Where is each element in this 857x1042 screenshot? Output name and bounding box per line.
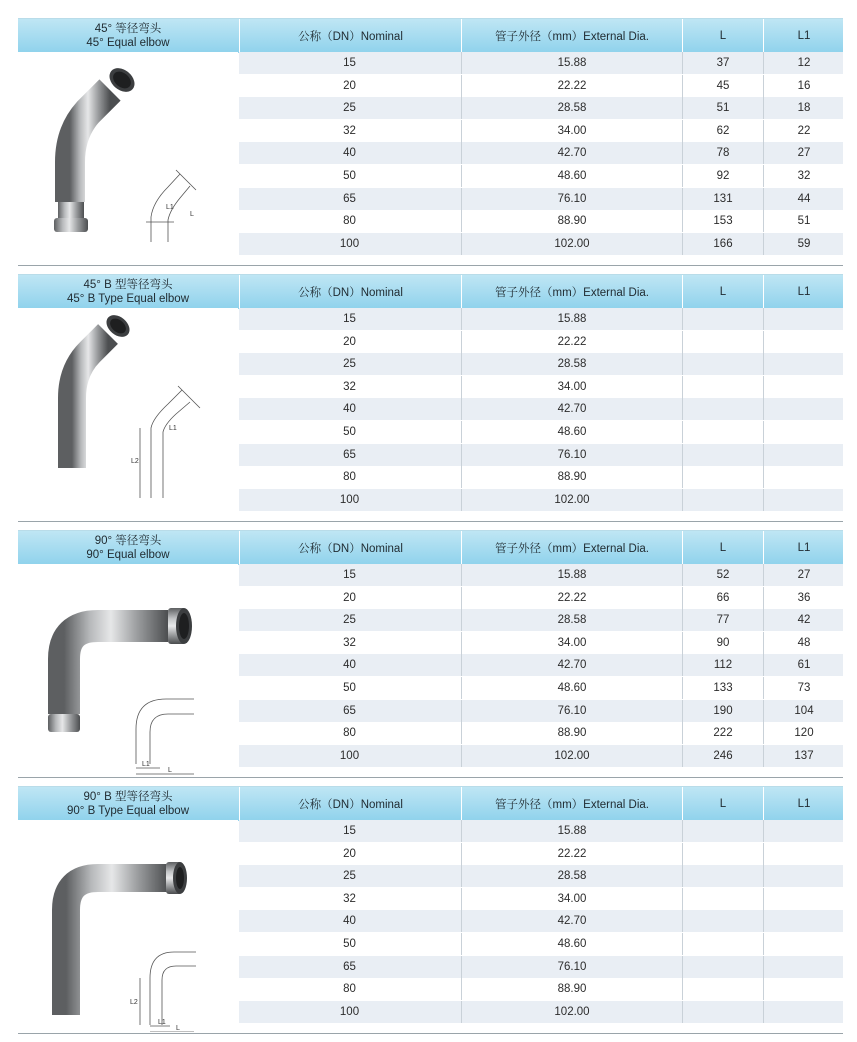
- cell-l1: 44: [763, 188, 844, 210]
- column-header-external-dia: 管子外径（mm）External Dia.: [461, 787, 682, 821]
- cell-l1: [763, 1001, 844, 1023]
- cell-l1: 59: [763, 233, 844, 255]
- elbow-photo: [66, 862, 187, 1015]
- dimension-label-l: L: [176, 1025, 180, 1032]
- cell-l1: 48: [763, 632, 844, 654]
- cell-l1: [763, 888, 844, 910]
- cell-nominal: 50: [343, 170, 356, 182]
- cell-l1: [763, 843, 844, 865]
- cell-l: 112: [682, 654, 763, 676]
- cell-l1: 16: [763, 75, 844, 97]
- cell-l1: [763, 308, 844, 330]
- cell-nominal: 100: [339, 1005, 360, 1018]
- column-header-l1: L1: [763, 531, 844, 565]
- cell-external-dia: 88.90: [461, 210, 682, 232]
- cell-l: [682, 820, 763, 842]
- cell-external-dia: 48.60: [461, 677, 682, 699]
- table-row: [239, 233, 843, 255]
- cell-l1: 32: [763, 165, 844, 187]
- cell-l1: [763, 398, 844, 420]
- cell-l: [682, 1001, 763, 1023]
- cell-nominal: 40: [343, 915, 356, 928]
- cell-external-dia: 15.88: [461, 52, 682, 74]
- cell-nominal: 15: [343, 569, 356, 581]
- cell-nominal: 25: [343, 358, 356, 371]
- cell-external-dia: 15.88: [461, 308, 682, 330]
- dimension-diagram: [140, 386, 200, 498]
- cell-external-dia: 34.00: [461, 120, 682, 142]
- cell-external-dia: 15.88: [461, 820, 682, 842]
- cell-l: [682, 353, 763, 375]
- cell-l1: 27: [763, 564, 844, 586]
- cell-nominal: 32: [343, 380, 356, 393]
- cell-l: [682, 421, 763, 443]
- cell-nominal: 65: [343, 704, 356, 717]
- cell-nominal: 20: [343, 79, 356, 92]
- cell-nominal: 15: [343, 825, 356, 837]
- cell-nominal: 80: [343, 471, 356, 484]
- cell-external-dia: 34.00: [461, 888, 682, 910]
- cell-l: [682, 398, 763, 420]
- cell-l1: [763, 489, 844, 511]
- cell-l1: [763, 820, 844, 842]
- cell-l: [682, 489, 763, 511]
- column-header-nominal: 公称（DN）Nominal: [239, 531, 461, 565]
- fitting-title-en: 45° Equal elbow: [86, 37, 170, 49]
- cell-nominal: 40: [343, 403, 356, 416]
- cell-l: 90: [682, 632, 763, 654]
- cell-l: [682, 910, 763, 932]
- fitting-title: [18, 787, 238, 821]
- table-header: [18, 530, 843, 565]
- cell-external-dia: 76.10: [461, 444, 682, 466]
- table-row: [239, 956, 843, 978]
- cell-l1: [763, 331, 844, 353]
- table-row: [239, 587, 843, 609]
- elbow-photo: [54, 63, 139, 232]
- cell-external-dia: 22.22: [461, 331, 682, 353]
- cell-l1: 27: [763, 142, 844, 164]
- cell-l1: 18: [763, 97, 844, 119]
- column-header-l: L: [682, 275, 763, 309]
- table-row: [239, 210, 843, 232]
- table-header: [18, 274, 843, 309]
- cell-external-dia: 28.58: [461, 97, 682, 119]
- column-header-nominal: 公称（DN）Nominal: [239, 275, 461, 309]
- cell-l: 78: [682, 142, 763, 164]
- cell-external-dia: 28.58: [461, 609, 682, 631]
- cell-external-dia: 76.10: [461, 700, 682, 722]
- fitting-section-2: [18, 274, 843, 522]
- cell-external-dia: 102.00: [461, 745, 682, 767]
- table-row: [239, 376, 843, 398]
- cell-external-dia: 22.22: [461, 843, 682, 865]
- table-row: [239, 120, 843, 142]
- cell-l: [682, 444, 763, 466]
- table-row: [239, 677, 843, 699]
- table-row: [239, 398, 843, 420]
- cell-l1: [763, 865, 844, 887]
- cell-external-dia: 28.58: [461, 865, 682, 887]
- table-row: [239, 910, 843, 932]
- cell-nominal: 32: [343, 892, 356, 905]
- fitting-section-1: [18, 18, 843, 266]
- cell-nominal: 20: [343, 335, 356, 348]
- cell-nominal: 100: [339, 237, 360, 250]
- cell-external-dia: 22.22: [461, 587, 682, 609]
- cell-l: 222: [682, 722, 763, 744]
- cell-l1: 22: [763, 120, 844, 142]
- table-row: [239, 421, 843, 443]
- table-header: [18, 786, 843, 821]
- cell-nominal: 25: [343, 102, 356, 115]
- cell-external-dia: 42.70: [461, 910, 682, 932]
- cell-nominal: 40: [343, 659, 356, 672]
- cell-l: [682, 308, 763, 330]
- column-header-external-dia: 管子外径（mm）External Dia.: [461, 275, 682, 309]
- column-header-l1: L1: [763, 787, 844, 821]
- fitting-title: [18, 275, 238, 309]
- cell-nominal: 50: [343, 426, 356, 438]
- table-row: [239, 142, 843, 164]
- cell-l: 92: [682, 165, 763, 187]
- table-row: [239, 632, 843, 654]
- cell-external-dia: 88.90: [461, 466, 682, 488]
- table-row: [239, 466, 843, 488]
- cell-nominal: 65: [343, 960, 356, 973]
- cell-l: [682, 865, 763, 887]
- cell-nominal: 50: [343, 938, 356, 950]
- cell-l1: [763, 444, 844, 466]
- dimension-label-l1: L1: [169, 425, 177, 432]
- cell-l: 66: [682, 587, 763, 609]
- cell-nominal: 32: [343, 636, 356, 649]
- cell-l1: 120: [763, 722, 844, 744]
- cell-l1: [763, 466, 844, 488]
- cell-nominal: 15: [343, 57, 356, 69]
- column-header-external-dia: 管子外径（mm）External Dia.: [461, 19, 682, 53]
- cell-nominal: 50: [343, 682, 356, 694]
- cell-external-dia: 76.10: [461, 188, 682, 210]
- cell-l: 51: [682, 97, 763, 119]
- cell-nominal: 20: [343, 591, 356, 604]
- dimension-label-l: L: [168, 767, 172, 774]
- cell-external-dia: 88.90: [461, 722, 682, 744]
- cell-l: 133: [682, 677, 763, 699]
- cell-l1: 12: [763, 52, 844, 74]
- cell-external-dia: 88.90: [461, 978, 682, 1000]
- cell-nominal: 32: [343, 124, 356, 137]
- dimension-label-l1: L1: [142, 761, 150, 768]
- cell-l: 52: [682, 564, 763, 586]
- cell-l: [682, 376, 763, 398]
- column-header-nominal: 公称（DN）Nominal: [239, 19, 461, 53]
- fitting-title-cn: 45° 等径弯头: [94, 23, 162, 35]
- cell-l: 131: [682, 188, 763, 210]
- cell-l1: 51: [763, 210, 844, 232]
- fitting-section-3: [18, 530, 843, 778]
- cell-l: [682, 956, 763, 978]
- column-header-external-dia: 管子外径（mm）External Dia.: [461, 531, 682, 565]
- table-row: [239, 52, 843, 74]
- fitting-title-cn: 45° B 型等径弯头: [83, 279, 173, 291]
- cell-l: 190: [682, 700, 763, 722]
- fitting-title-en: 90° B Type Equal elbow: [66, 805, 190, 817]
- fitting-title: [18, 19, 238, 53]
- table-row: [239, 97, 843, 119]
- elbow-photo: [72, 311, 134, 468]
- elbow-photo: [48, 608, 192, 732]
- cell-nominal: 15: [343, 313, 356, 325]
- cell-external-dia: 102.00: [461, 1001, 682, 1023]
- cell-external-dia: 42.70: [461, 654, 682, 676]
- dimension-diagram: [140, 952, 196, 1032]
- cell-l1: 42: [763, 609, 844, 631]
- cell-external-dia: 102.00: [461, 489, 682, 511]
- table-row: [239, 353, 843, 375]
- table-row: [239, 489, 843, 511]
- cell-nominal: 20: [343, 847, 356, 860]
- table-row: [239, 75, 843, 97]
- cell-l: 153: [682, 210, 763, 232]
- table-row: [239, 444, 843, 466]
- fitting-image: [18, 308, 238, 520]
- cell-l: 62: [682, 120, 763, 142]
- cell-nominal: 80: [343, 983, 356, 996]
- cell-external-dia: 34.00: [461, 632, 682, 654]
- cell-external-dia: 15.88: [461, 564, 682, 586]
- table-row: [239, 331, 843, 353]
- column-header-nominal: 公称（DN）Nominal: [239, 787, 461, 821]
- dimension-label-l1: L1: [158, 1019, 166, 1026]
- fitting-image: [18, 820, 238, 1032]
- cell-l1: 61: [763, 654, 844, 676]
- cell-nominal: 100: [339, 749, 360, 762]
- cell-l1: [763, 376, 844, 398]
- cell-nominal: 40: [343, 147, 356, 160]
- table-header: [18, 18, 843, 53]
- cell-l: [682, 978, 763, 1000]
- fitting-title-cn: 90° 等径弯头: [94, 535, 162, 547]
- cell-l1: [763, 353, 844, 375]
- table-row: [239, 865, 843, 887]
- cell-nominal: 25: [343, 614, 356, 627]
- column-header-l1: L1: [763, 275, 844, 309]
- column-header-l: L: [682, 787, 763, 821]
- cell-external-dia: 102.00: [461, 233, 682, 255]
- table-row: [239, 933, 843, 955]
- cell-l1: [763, 933, 844, 955]
- fitting-image: [18, 564, 238, 776]
- dimension-label-l: L: [190, 211, 194, 218]
- cell-l: 166: [682, 233, 763, 255]
- cell-l1: [763, 956, 844, 978]
- dimension-label-l2: L2: [131, 458, 139, 465]
- cell-nominal: 65: [343, 192, 356, 205]
- table-row: [239, 1001, 843, 1023]
- cell-l1: 73: [763, 677, 844, 699]
- table-row: [239, 654, 843, 676]
- fitting-image: [18, 52, 238, 264]
- cell-l: 37: [682, 52, 763, 74]
- column-header-l: L: [682, 19, 763, 53]
- table-row: [239, 609, 843, 631]
- column-header-l: L: [682, 531, 763, 565]
- cell-nominal: 80: [343, 215, 356, 228]
- table-row: [239, 188, 843, 210]
- table-row: [239, 700, 843, 722]
- cell-l: [682, 888, 763, 910]
- cell-external-dia: 42.70: [461, 142, 682, 164]
- cell-external-dia: 34.00: [461, 376, 682, 398]
- cell-nominal: 80: [343, 727, 356, 740]
- table-row: [239, 745, 843, 767]
- cell-external-dia: 28.58: [461, 353, 682, 375]
- cell-nominal: 25: [343, 870, 356, 883]
- cell-l1: [763, 978, 844, 1000]
- fitting-title-en: 45° B Type Equal elbow: [66, 293, 190, 305]
- cell-l: 45: [682, 75, 763, 97]
- table-row: [239, 165, 843, 187]
- table-row: [239, 564, 843, 586]
- table-row: [239, 722, 843, 744]
- cell-l: [682, 466, 763, 488]
- table-row: [239, 820, 843, 842]
- fitting-section-4: [18, 786, 843, 1034]
- cell-external-dia: 76.10: [461, 956, 682, 978]
- fitting-title-cn: 90° B 型等径弯头: [83, 791, 173, 803]
- cell-l1: [763, 421, 844, 443]
- cell-l: [682, 843, 763, 865]
- table-row: [239, 843, 843, 865]
- fitting-title-en: 90° Equal elbow: [86, 549, 170, 561]
- cell-l1: 104: [763, 700, 844, 722]
- cell-l1: [763, 910, 844, 932]
- cell-external-dia: 48.60: [461, 933, 682, 955]
- cell-external-dia: 22.22: [461, 75, 682, 97]
- table-row: [239, 978, 843, 1000]
- cell-l: 77: [682, 609, 763, 631]
- cell-external-dia: 48.60: [461, 165, 682, 187]
- cell-external-dia: 42.70: [461, 398, 682, 420]
- cell-l: [682, 933, 763, 955]
- column-header-l1: L1: [763, 19, 844, 53]
- cell-l1: 137: [763, 745, 844, 767]
- fitting-title: [18, 531, 238, 565]
- cell-l: 246: [682, 745, 763, 767]
- cell-nominal: 100: [339, 493, 360, 506]
- cell-external-dia: 48.60: [461, 421, 682, 443]
- table-row: [239, 308, 843, 330]
- cell-l: [682, 331, 763, 353]
- cell-nominal: 65: [343, 448, 356, 461]
- dimension-label-l1: L1: [166, 204, 174, 211]
- cell-l1: 36: [763, 587, 844, 609]
- dimension-label-l2: L2: [130, 999, 138, 1006]
- table-row: [239, 888, 843, 910]
